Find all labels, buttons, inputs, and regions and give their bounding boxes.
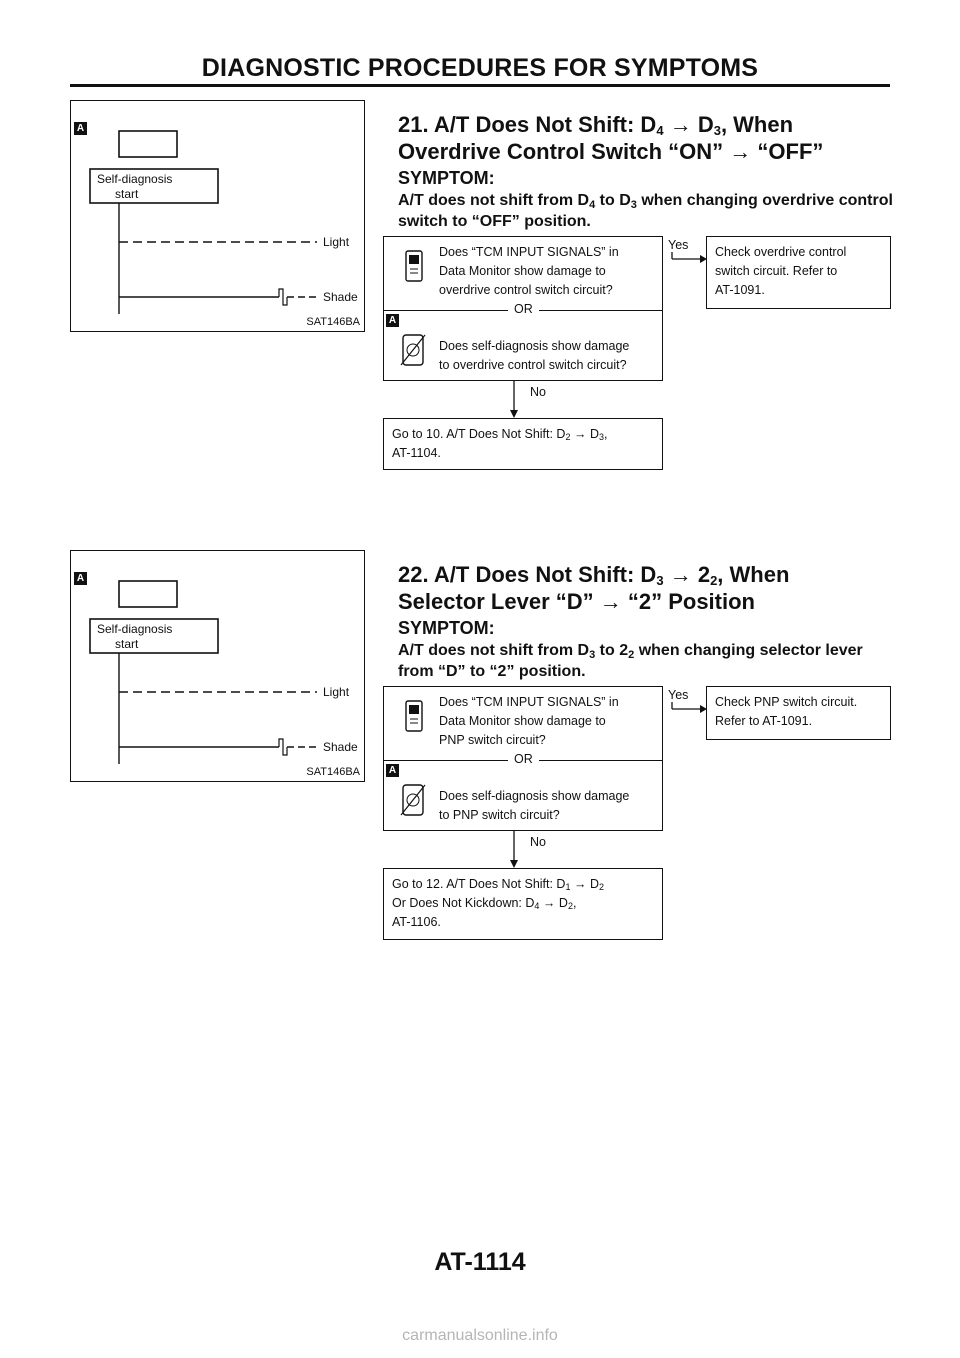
symptom-text: A/T does not shift from $D_3$ to $2_2$ when changing selector lever from “D” to “2” position. — [398, 642, 863, 680]
header-rule — [70, 84, 890, 87]
section-title: 21. A/T Does Not Shift: $D_4 \to D_3$, When Overdrive Control Switch “ON” → “OFF” — [398, 112, 824, 164]
question-1-line: Does “TCM INPUT SIGNALS” in — [439, 245, 619, 259]
yes-label: Yes — [668, 238, 689, 252]
consult-icon — [400, 699, 428, 735]
or-label: OR — [508, 752, 539, 766]
figure-start-label-2: start — [115, 637, 139, 651]
no-label: No — [530, 835, 546, 849]
yes-arrow-icon — [669, 702, 707, 718]
yes-label: Yes — [668, 688, 689, 702]
timing-diagram — [71, 101, 366, 333]
question-badge: A — [386, 764, 399, 777]
figure-self-diagnosis-timing — [70, 550, 365, 782]
yes-arrow-icon — [669, 252, 707, 268]
figure-light-label: Light — [323, 685, 350, 699]
question-1-line: Data Monitor show damage to — [439, 714, 606, 728]
question-1-line: Data Monitor show damage to — [439, 264, 606, 278]
question-1-line: PNP switch circuit? — [439, 733, 546, 747]
symptom-heading: SYMPTOM: — [398, 618, 495, 638]
page-number: AT-1114 — [434, 1248, 526, 1276]
self-diagnosis-icon — [398, 783, 428, 819]
question-2-line: Does self-diagnosis show damage — [439, 789, 630, 803]
section-title: 22. A/T Does Not Shift: $D_3 \to 2_2$, When Selector Lever “D” → “2” Position — [398, 562, 790, 614]
figure-badge: A — [74, 572, 87, 585]
question-1-line: Does “TCM INPUT SIGNALS” in — [439, 695, 619, 709]
figure-shade-label: Shade — [323, 740, 358, 754]
figure-badge: A — [74, 122, 87, 135]
figure-shade-label: Shade — [323, 290, 358, 304]
or-label: OR — [508, 302, 539, 316]
figure-self-diagnosis-timing — [70, 100, 365, 332]
symptom-heading: SYMPTOM: — [398, 168, 495, 188]
yes-result-box: Check overdrive control switch circuit. Refer to AT-1091. — [706, 236, 891, 309]
no-result-box: Go to 12. A/T Does Not Shift: $D_1 \to D_2$ Or Does Not Kickdown: $D_4 \to D_2$, AT-1106. — [383, 868, 663, 940]
question-2-line: to PNP switch circuit? — [439, 808, 560, 822]
question-badge: A — [386, 314, 399, 327]
no-label: No — [530, 385, 546, 399]
figure-light-label: Light — [323, 235, 350, 249]
figure-code: SAT146BA — [306, 766, 360, 778]
consult-icon — [400, 249, 428, 285]
figure-code: SAT146BA — [306, 316, 360, 328]
no-arrow-icon — [509, 831, 519, 869]
yes-result-box: Check PNP switch circuit. Refer to AT-1091. — [706, 686, 891, 740]
question-box — [383, 236, 663, 381]
question-2-line: Does self-diagnosis show damage — [439, 339, 630, 353]
question-2-line: to overdrive control switch circuit? — [439, 358, 627, 372]
self-diagnosis-icon — [398, 333, 428, 369]
no-result-box: Go to 10. A/T Does Not Shift: $D_2 \to D_3$, AT-1104. — [383, 418, 663, 470]
question-1-line: overdrive control switch circuit? — [439, 283, 613, 297]
figure-start-label: Self-diagnosis — [97, 622, 173, 636]
watermark: carmanualsonline.info — [402, 1327, 558, 1344]
symptom-text: A/T does not shift from $D_4$ to $D_3$ when changing overdrive control switch to “OFF” position. — [398, 192, 893, 230]
question-box — [383, 686, 663, 831]
figure-start-label-2: start — [115, 187, 139, 201]
figure-start-label: Self-diagnosis — [97, 172, 173, 186]
page-header-title: DIAGNOSTIC PROCEDURES FOR SYMPTOMS — [201, 54, 759, 82]
timing-diagram — [71, 551, 366, 783]
no-arrow-icon — [509, 381, 519, 419]
